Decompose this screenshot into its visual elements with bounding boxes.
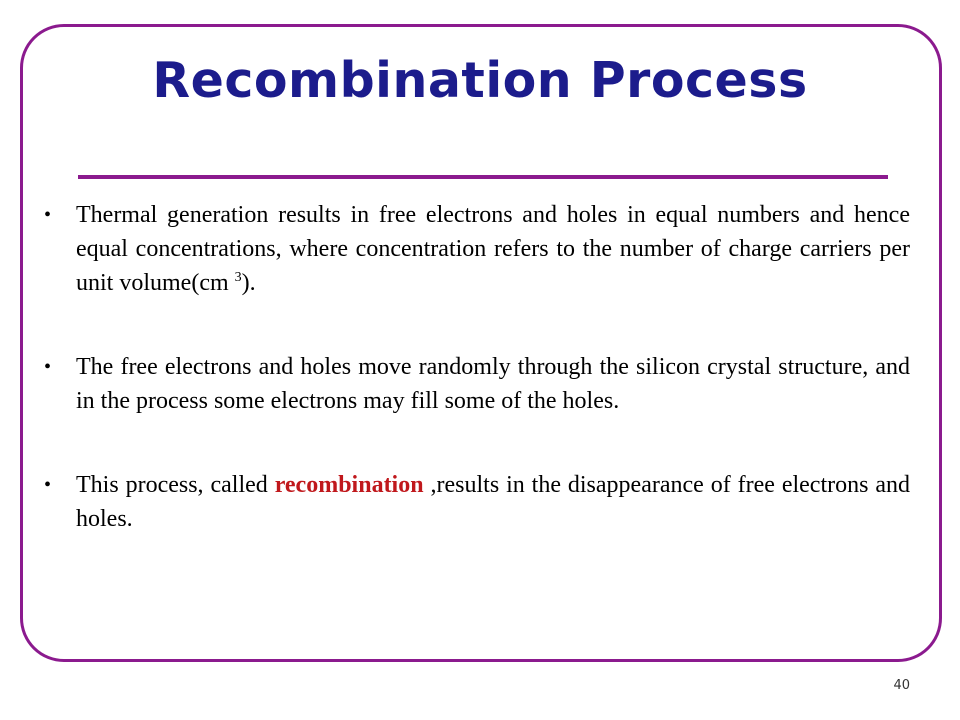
- slide-title: Recombination Process: [152, 52, 808, 109]
- bullet-prefix: This process, called: [76, 472, 268, 498]
- bullet-text: The free electrons and holes move randomly through the silicon crystal structure, and in the process some electrons may fill some of the holes.: [76, 354, 910, 414]
- title-divider: [78, 175, 888, 179]
- bullet-icon: •: [44, 204, 52, 226]
- highlighted-term: recombination: [274, 472, 424, 498]
- page-number: 40: [893, 678, 910, 693]
- bullet-icon: •: [44, 356, 52, 378]
- bullet-text: Thermal generation results in free electrons and holes in equal numbers and hence equal concentrations, where concentration refers to the number of charge carriers per unit volume(cm: [76, 202, 910, 296]
- bullet-item: [44, 350, 910, 418]
- bullet-list: [44, 198, 910, 536]
- bullet-item: [44, 468, 910, 536]
- superscript: 3: [234, 270, 242, 285]
- bullet-icon: •: [44, 474, 52, 496]
- bullet-item: [44, 198, 910, 300]
- bullet-suffix: ).: [241, 270, 256, 296]
- bullet-suffix: ,results in the disappearance of free electrons and holes.: [76, 472, 911, 532]
